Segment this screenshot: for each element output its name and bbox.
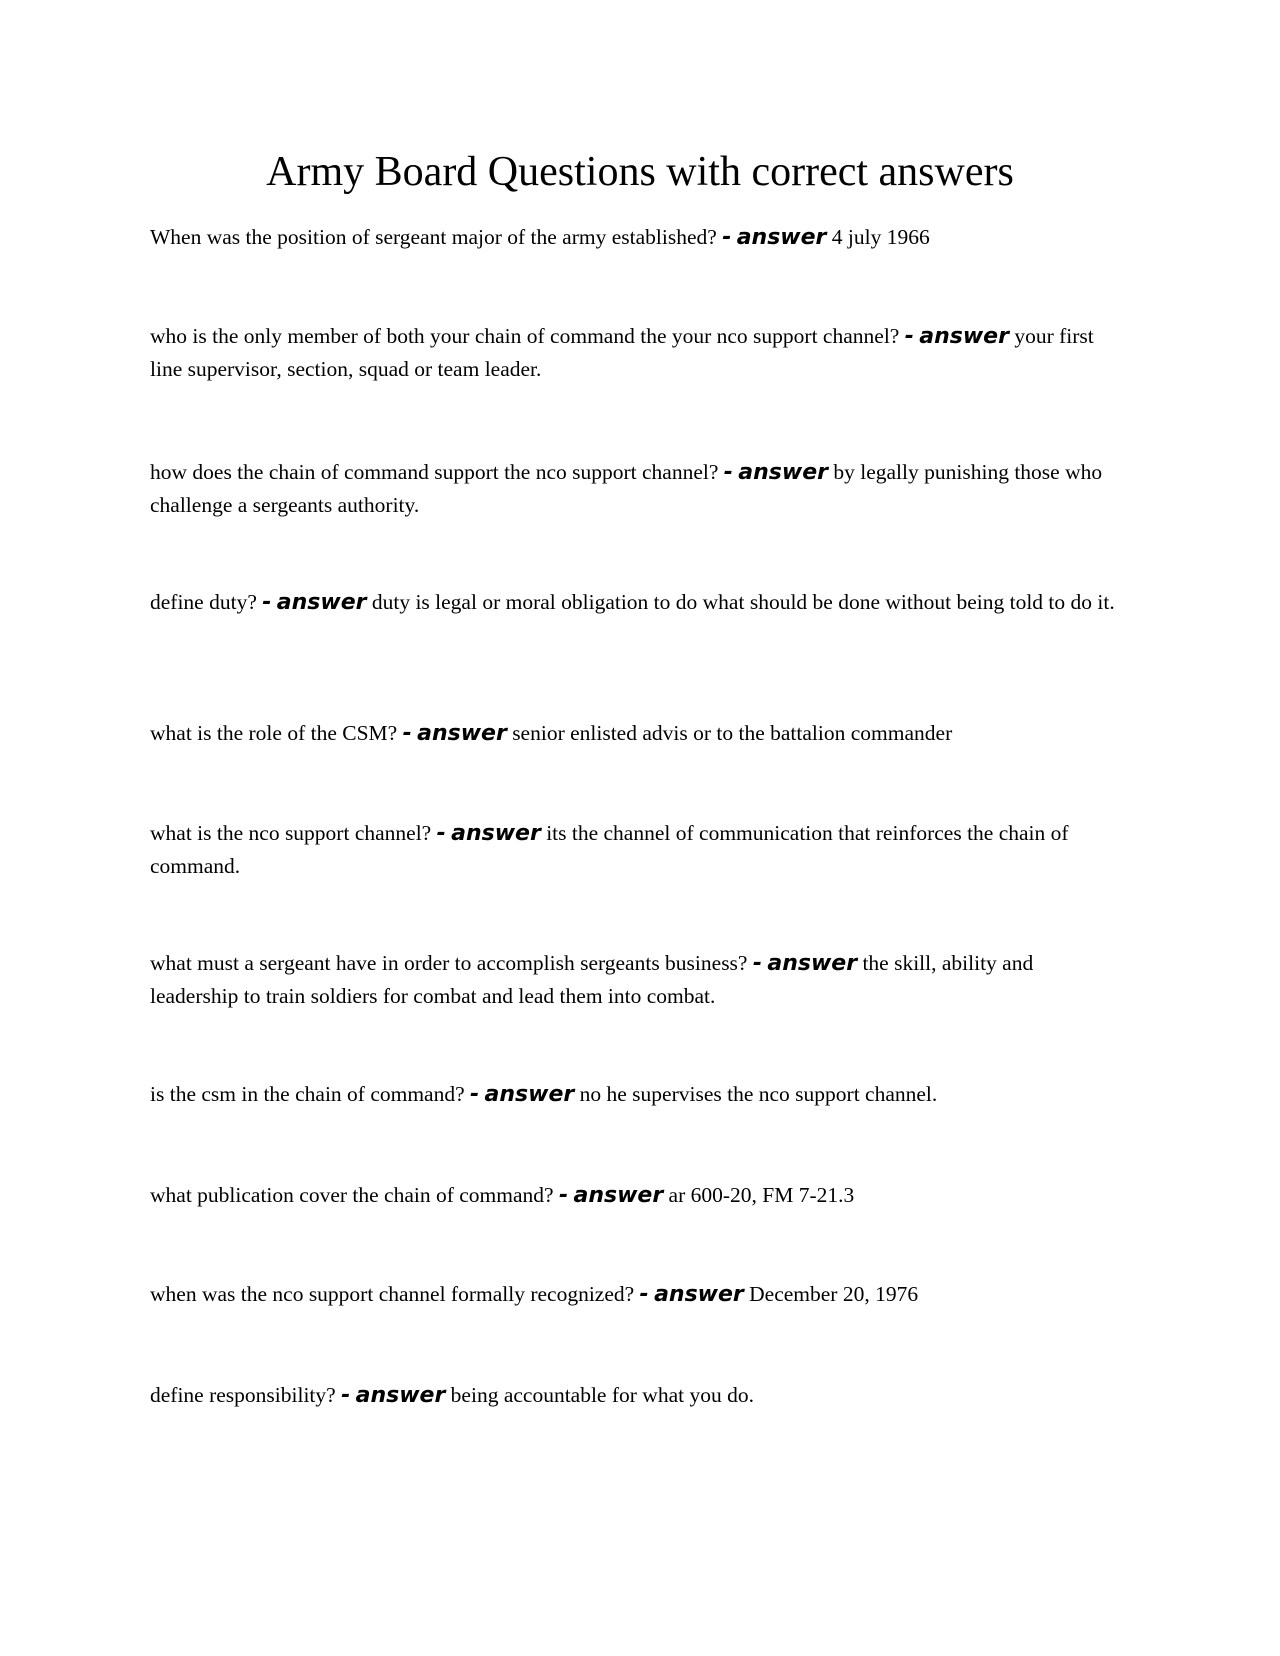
qa-item [150,1078,1125,1111]
answer-text: the skill, ability and leadership to train soldiers for combat and lead them into combat. [150,951,1034,1008]
question-text: how does the chain of command support the nco support channel? [150,460,719,484]
qa-item [150,1179,1125,1212]
separator: - [341,1383,351,1408]
answer-label: answer [276,590,367,615]
qa-item [150,717,1125,750]
separator: - [639,1282,649,1307]
answer-label: answer [451,821,541,846]
separator: - [752,951,762,976]
answer-text: senior enlisted advis or to the battalion commander [512,721,953,745]
qa-item [150,221,1125,254]
question-text: define responsibility? [150,1383,336,1407]
answer-label: answer [738,460,828,485]
answer-text: 4 july 1966 [831,225,930,249]
answer-text: duty is legal or moral obligation to do what should be done without being told to do it. [371,590,1115,614]
qa-item [150,320,1125,385]
qa-item [150,1379,1125,1412]
answer-text: ar 600-20, FM 7-21.3 [668,1183,855,1207]
answer-text: no he supervises the nco support channel. [579,1082,938,1106]
answer-label: answer [355,1383,446,1408]
answer-text: by legally punishing those who challenge a sergeants authority. [150,460,1103,517]
question-text: who is the only member of both your chain of command the your nco support channel? [150,324,900,348]
qa-item [150,456,1125,521]
separator: - [470,1082,480,1107]
answer-label: answer [736,225,827,250]
answer-text: its the channel of communication that reinforces the chain of command. [150,821,1069,878]
answer-text: December 20, 1976 [749,1282,919,1306]
separator: - [723,460,733,485]
answer-label: answer [417,721,507,746]
answer-label: answer [484,1082,575,1107]
question-text: when was the nco support channel formally recognized? [150,1282,635,1306]
qa-item [150,817,1125,882]
separator: - [722,225,732,250]
answer-label: answer [573,1183,664,1208]
question-text: what is the role of the CSM? [150,721,398,745]
question-text: is the csm in the chain of command? [150,1082,465,1106]
answer-label: answer [654,1282,744,1307]
separator: - [262,590,272,615]
question-text: When was the position of sergeant major of the army established? [150,225,717,249]
separator: - [558,1183,569,1208]
qa-item [150,947,1125,1012]
separator: - [402,721,412,746]
answer-label: answer [767,951,858,976]
qa-item [150,1278,1125,1311]
question-text: what must a sergeant have in order to accomplish sergeants business? [150,951,748,975]
question-text: what is the nco support channel? [150,821,432,845]
document-title: Army Board Questions with correct answers [266,149,1014,195]
answer-text: being accountable for what you do. [450,1383,754,1407]
question-text: define duty? [150,590,257,614]
separator: - [436,821,446,846]
separator: - [904,324,914,349]
answer-label: answer [919,324,1009,349]
answer-text: your first line supervisor, section, squad or team leader. [150,324,1094,381]
question-text: what publication cover the chain of command? [150,1183,554,1207]
qa-item [150,586,1125,619]
